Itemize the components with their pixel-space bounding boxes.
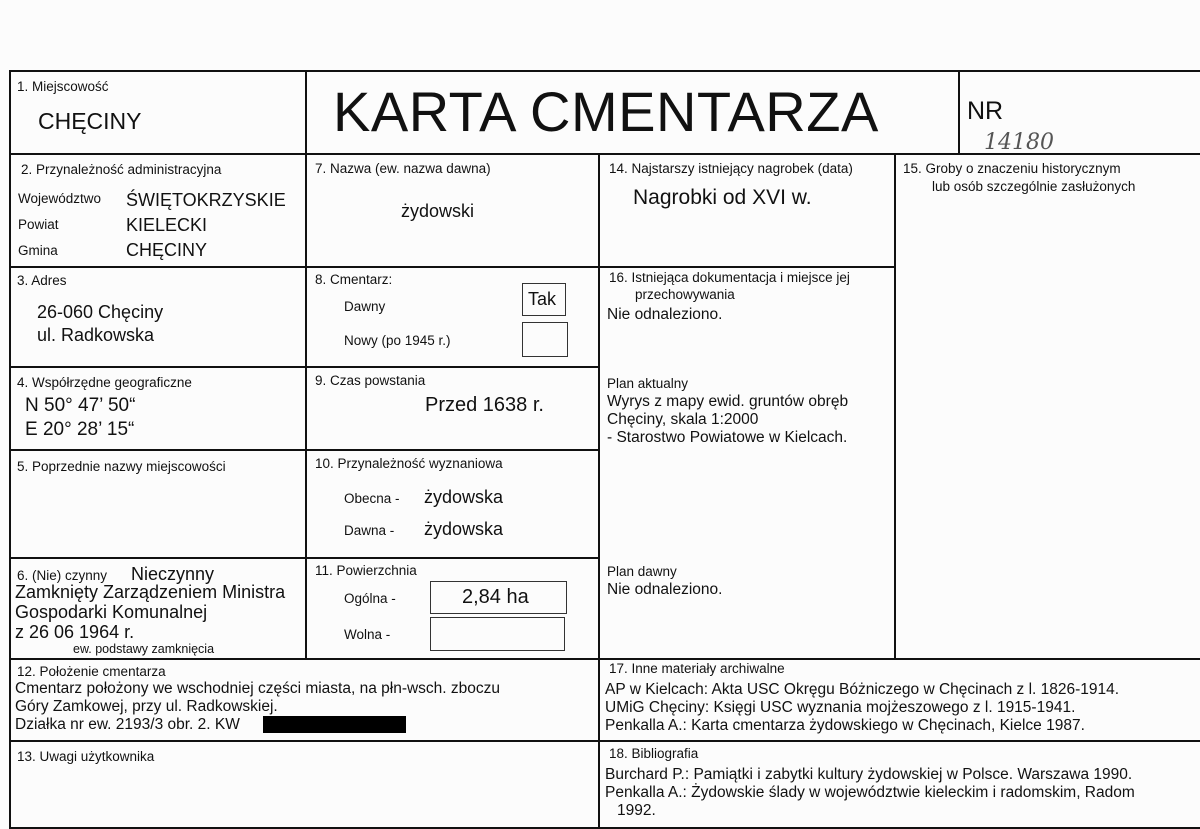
row-line-2 <box>9 266 894 268</box>
s1-label: 1. Miejscowość <box>17 79 109 94</box>
s17-line3: Penkalla A.: Karta cmentarza żydowskiego w Chęcinach, Kielce 1987. <box>605 717 1085 734</box>
s9-value: Przed 1638 r. <box>425 394 544 416</box>
frame-bottom <box>9 827 1200 829</box>
plan-dawny-label: Plan dawny <box>607 564 677 579</box>
page-title: KARTA CMENTARZA <box>333 80 879 143</box>
s14-value: Nagrobki od XVI w. <box>633 186 812 209</box>
s12-line3: Działka nr ew. 2193/3 obr. 2. KW <box>15 716 240 733</box>
s11-wolna-label: Wolna - <box>344 627 391 642</box>
plan-dawny-value: Nie odnaleziono. <box>607 581 723 598</box>
s18-line1: Burchard P.: Pamiątki i zabytki kultury żydowskiej w Polsce. Warszawa 1990. <box>605 766 1133 783</box>
row-line-7 <box>9 740 1200 742</box>
s7-value: żydowski <box>401 201 475 221</box>
divider-col2 <box>598 153 600 829</box>
s6-label: 6. (Nie) czynny <box>17 568 108 583</box>
s13-label: 13. Uwagi użytkownika <box>17 749 155 764</box>
s2-gmina-label: Gmina <box>18 243 58 258</box>
redaction-bar <box>263 716 406 733</box>
s11-ogolna-value: 2,84 ha <box>462 586 529 608</box>
s3-label: 3. Adres <box>17 273 67 288</box>
s2-gmina-value: CHĘCINY <box>126 240 208 260</box>
s17-line2: UMiG Chęciny: Księgi USC wyznania mojżeszowego z l. 1915-1941. <box>605 699 1076 716</box>
row-line-5 <box>9 557 598 559</box>
s14-label: 14. Najstarszy istniejący nagrobek (data) <box>609 161 853 176</box>
s16-label-1: 16. Istniejąca dokumentacja i miejsce jej <box>609 270 850 285</box>
s8-nowy-label: Nowy (po 1945 r.) <box>344 333 451 348</box>
s8-label: 8. Cmentarz: <box>315 272 393 287</box>
s10-obecna-value: żydowska <box>424 487 504 507</box>
s2-powiat-value: KIELECKI <box>126 215 208 235</box>
s1-value: CHĘCINY <box>38 108 142 134</box>
s2-powiat-label: Powiat <box>18 217 59 232</box>
s11-label: 11. Powierzchnia <box>315 563 417 578</box>
nr-label: NR <box>967 97 1004 125</box>
s6-line2: Gospodarki Komunalnej <box>15 602 208 622</box>
plan-aktualny-line2: Chęciny, skala 1:2000 <box>607 411 759 428</box>
s2-label: 2. Przynależność administracyjna <box>21 162 222 177</box>
divider-col3 <box>894 153 896 658</box>
s10-obecna-label: Obecna - <box>344 491 400 506</box>
s8-dawny-label: Dawny <box>344 299 386 314</box>
s3-line1: 26-060 Chęciny <box>37 302 164 322</box>
row-line-4 <box>9 449 598 451</box>
row-line-3 <box>9 366 598 368</box>
s15-label-2: lub osób szczególnie zasłużonych <box>932 179 1136 194</box>
s4-label: 4. Współrzędne geograficzne <box>17 375 192 390</box>
s5-label: 5. Poprzednie nazwy miejscowości <box>17 459 226 474</box>
s15-label-1: 15. Groby o znaczeniu historycznym <box>903 161 1121 176</box>
s7-label: 7. Nazwa (ew. nazwa dawna) <box>315 161 491 176</box>
divider-col1 <box>305 70 307 658</box>
plan-aktualny-line3: - Starostwo Powiatowe w Kielcach. <box>607 429 848 446</box>
s18-line2: Penkalla A.: Żydowskie ślady w województwie kieleckim i radomskim, Radom <box>605 784 1135 801</box>
s17-label: 17. Inne materiały archiwalne <box>609 661 785 676</box>
s12-label: 12. Położenie cmentarza <box>17 664 166 679</box>
s6-line1: Zamknięty Zarządzeniem Ministra <box>15 582 286 602</box>
s17-line1: AP w Kielcach: Akta USC Okręgu Bóżniczego w Chęcinach z l. 1826-1914. <box>605 681 1120 698</box>
s8-dawny-value: Tak <box>528 289 557 309</box>
plan-aktualny-line1: Wyrys z mapy ewid. gruntów obręb <box>607 393 849 410</box>
s12-line1: Cmentarz położony we wschodniej części miasta, na płn-wsch. zboczu <box>15 680 501 697</box>
s6-line3: z 26 06 1964 r. <box>15 622 135 642</box>
s10-label: 10. Przynależność wyznaniowa <box>315 456 503 471</box>
nr-handwritten: 14180 <box>984 130 1054 155</box>
s2-woj-value: ŚWIĘTOKRZYSKIE <box>126 190 286 210</box>
row-line-6 <box>9 658 1200 660</box>
s18-line3: 1992. <box>617 802 656 819</box>
s16-label-2: przechowywania <box>635 287 735 302</box>
s16-value: Nie odnaleziono. <box>607 306 723 323</box>
s11-wolna-box <box>430 617 565 651</box>
s12-line2: Góry Zamkowej, przy ul. Radkowskiej. <box>15 698 278 715</box>
s6-status: Nieczynny <box>131 564 215 584</box>
s18-label: 18. Bibliografia <box>609 746 699 761</box>
s4-lat: N 50° 47’ 50“ <box>25 395 136 416</box>
s10-dawna-label: Dawna - <box>344 523 395 538</box>
s8-nowy-box <box>522 322 568 357</box>
s10-dawna-value: żydowska <box>424 519 504 539</box>
plan-aktualny-label: Plan aktualny <box>607 376 689 391</box>
frame-top <box>9 70 1200 72</box>
s4-lon: E 20° 28’ 15“ <box>25 419 135 440</box>
s3-line2: ul. Radkowska <box>37 325 155 345</box>
s6-footnote: ew. podstawy zamknięcia <box>73 642 215 656</box>
s2-woj-label: Województwo <box>18 191 102 206</box>
s11-ogolna-label: Ogólna - <box>344 591 396 606</box>
divider-nr <box>958 70 960 154</box>
s9-label: 9. Czas powstania <box>315 373 426 388</box>
